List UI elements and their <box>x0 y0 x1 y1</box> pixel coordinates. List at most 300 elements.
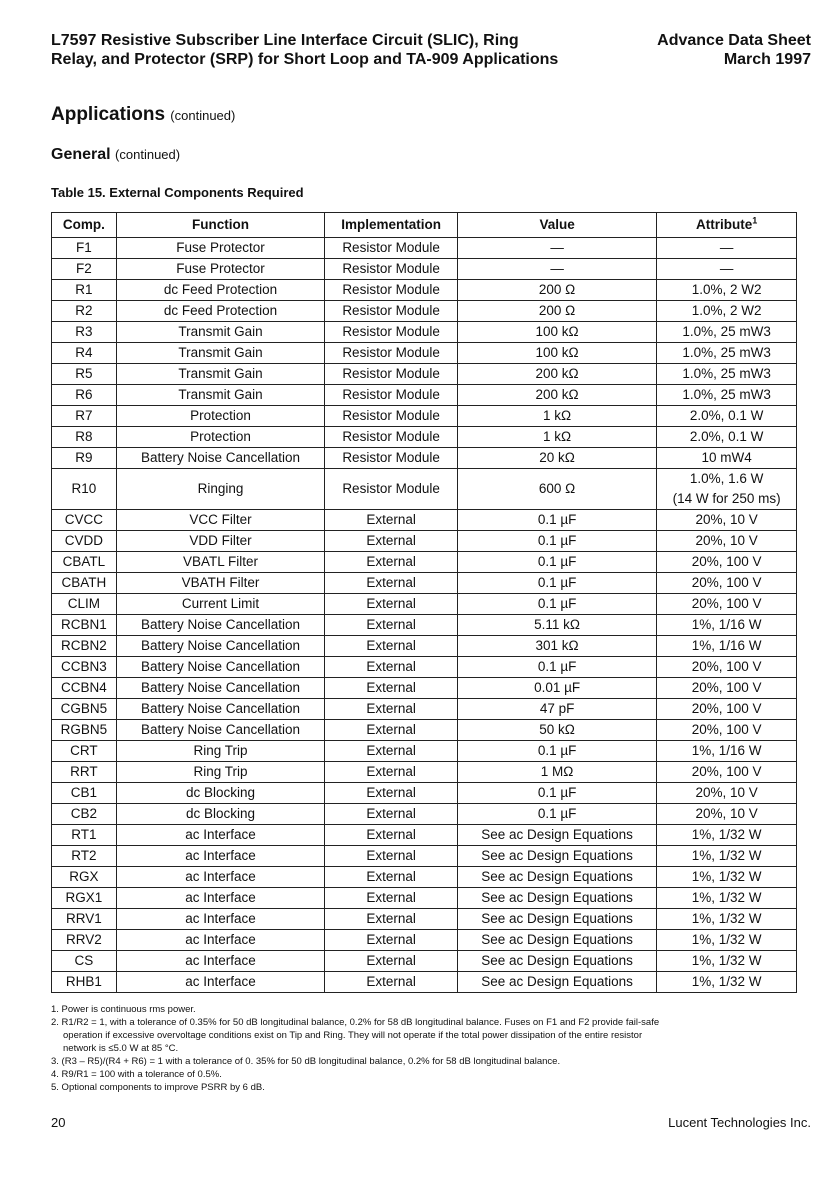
cell-implementation <box>325 636 458 657</box>
cell-attribute <box>657 280 797 301</box>
footer-company: Lucent Technologies Inc. <box>668 1115 811 1130</box>
cell-function <box>116 406 325 427</box>
cell-value <box>457 510 656 531</box>
cell-value-text: See ac Design Equations <box>481 869 633 884</box>
cell-attribute <box>657 762 797 783</box>
cell-comp <box>52 259 117 280</box>
cell-value-text: See ac Design Equations <box>481 974 633 989</box>
cell-value-text: 200 kΩ <box>535 387 579 402</box>
cell-attribute <box>657 846 797 867</box>
cell-comp-text: R6 <box>75 387 93 402</box>
section-heading-note: (continued) <box>170 108 236 123</box>
table-row <box>52 364 797 385</box>
cell-attribute-text: 20%, 100 V <box>691 764 762 779</box>
col-header-comp: Comp. <box>52 213 117 238</box>
cell-comp-text: CB2 <box>70 806 98 821</box>
cell-implementation <box>325 322 458 343</box>
cell-implementation <box>325 301 458 322</box>
cell-value-text: 0.1 µF <box>537 512 577 527</box>
cell-comp <box>52 573 117 594</box>
cell-comp <box>52 636 117 657</box>
table-row <box>52 972 797 993</box>
cell-comp <box>52 594 117 615</box>
cell-value-text: 5.11 kΩ <box>534 617 581 632</box>
cell-value <box>457 678 656 699</box>
table-row <box>52 385 797 406</box>
cell-attribute-text: 1%, 1/32 W <box>691 890 762 905</box>
cell-function-text: dc Feed Protection <box>163 282 278 297</box>
cell-comp <box>52 762 117 783</box>
cell-attribute <box>657 657 797 678</box>
cell-implementation-text: External <box>366 533 416 548</box>
cell-value <box>457 364 656 385</box>
cell-attribute <box>657 238 797 259</box>
subsection-heading <box>51 146 180 164</box>
cell-value-text: 0.1 µF <box>537 806 577 821</box>
cell-function-text: Battery Noise Cancellation <box>140 638 301 653</box>
cell-implementation-text: External <box>366 680 416 695</box>
cell-function <box>116 888 325 909</box>
cell-function <box>116 909 325 930</box>
cell-implementation-text: External <box>366 974 416 989</box>
cell-function <box>116 427 325 448</box>
cell-comp-text: CGBN5 <box>60 701 108 716</box>
cell-attribute <box>657 951 797 972</box>
cell-implementation-text: Resistor Module <box>342 282 440 297</box>
cell-implementation-text: External <box>366 659 416 674</box>
table-row <box>52 930 797 951</box>
cell-attribute-text: 20%, 10 V <box>695 806 758 821</box>
cell-comp-text: R8 <box>75 429 93 444</box>
cell-comp <box>52 280 117 301</box>
cell-implementation-text: External <box>366 911 416 926</box>
doc-type: Advance Data Sheet <box>657 32 811 49</box>
cell-comp <box>52 322 117 343</box>
table-row <box>52 510 797 531</box>
cell-comp-text: RT1 <box>71 827 97 842</box>
table-body <box>52 238 797 993</box>
cell-value <box>457 909 656 930</box>
cell-function <box>116 615 325 636</box>
cell-comp-text: CBATL <box>62 554 106 569</box>
cell-function <box>116 930 325 951</box>
cell-implementation <box>325 720 458 741</box>
cell-value-text: 0.1 µF <box>537 659 577 674</box>
cell-function <box>116 280 325 301</box>
cell-implementation <box>325 699 458 720</box>
cell-implementation <box>325 678 458 699</box>
cell-function-text: VCC Filter <box>189 512 252 527</box>
subsection-heading-note: (continued) <box>115 147 181 162</box>
components-table <box>51 212 797 993</box>
cell-comp-text: RRT <box>70 764 98 779</box>
cell-value-text: 1 MΩ <box>540 764 574 779</box>
cell-comp <box>52 972 117 993</box>
cell-attribute <box>657 322 797 343</box>
cell-comp <box>52 888 117 909</box>
cell-implementation-text: External <box>366 932 416 947</box>
cell-comp-text: RRV2 <box>66 932 102 947</box>
attribute-label: Attribute <box>696 217 753 232</box>
cell-comp <box>52 301 117 322</box>
cell-implementation <box>325 615 458 636</box>
cell-function <box>116 846 325 867</box>
cell-value <box>457 657 656 678</box>
table-row <box>52 594 797 615</box>
cell-implementation-text: External <box>366 806 416 821</box>
cell-comp-text: CLIM <box>67 596 101 611</box>
table-row <box>52 615 797 636</box>
cell-attribute-text: 20%, 100 V <box>691 554 762 569</box>
cell-value-text: — <box>550 261 564 276</box>
table-row <box>52 720 797 741</box>
cell-function-text: VDD Filter <box>189 533 252 548</box>
cell-comp-text: RCBN1 <box>61 617 107 632</box>
cell-attribute <box>657 615 797 636</box>
cell-function <box>116 594 325 615</box>
cell-comp <box>52 531 117 552</box>
cell-comp-text: F1 <box>76 240 92 255</box>
cell-comp <box>52 364 117 385</box>
cell-value <box>457 573 656 594</box>
cell-value-text: See ac Design Equations <box>481 953 633 968</box>
cell-implementation-text: External <box>366 764 416 779</box>
cell-comp-text: RRV1 <box>66 911 102 926</box>
cell-attribute-text: 1%, 1/32 W <box>691 869 762 884</box>
table-row <box>52 657 797 678</box>
table-row <box>52 427 797 448</box>
cell-implementation <box>325 846 458 867</box>
table-row <box>52 301 797 322</box>
cell-value-text: 100 kΩ <box>535 345 579 360</box>
cell-attribute-text: 1%, 1/16 W <box>691 638 762 653</box>
cell-function-text: Current Limit <box>181 596 260 611</box>
table-row <box>52 846 797 867</box>
cell-function-text: Transmit Gain <box>178 345 263 360</box>
table-row <box>52 678 797 699</box>
cell-attribute <box>657 594 797 615</box>
cell-comp <box>52 510 117 531</box>
cell-comp-text: CCBN3 <box>61 659 107 674</box>
cell-function <box>116 385 325 406</box>
cell-implementation <box>325 783 458 804</box>
cell-comp <box>52 552 117 573</box>
cell-implementation-text: External <box>366 638 416 653</box>
table-row <box>52 238 797 259</box>
cell-implementation-text: Resistor Module <box>342 261 440 276</box>
cell-attribute-text: 1%, 1/32 W <box>691 974 762 989</box>
cell-value <box>457 615 656 636</box>
cell-function-text: ac Interface <box>185 827 256 842</box>
cell-value <box>457 280 656 301</box>
cell-comp <box>52 930 117 951</box>
cell-implementation <box>325 552 458 573</box>
table-row <box>52 531 797 552</box>
cell-function <box>116 783 325 804</box>
cell-function <box>116 573 325 594</box>
cell-function <box>116 364 325 385</box>
cell-value <box>457 406 656 427</box>
cell-comp <box>52 406 117 427</box>
cell-attribute <box>657 343 797 364</box>
cell-comp <box>52 825 117 846</box>
cell-attribute-text: 1.0%, 1.6 W <box>689 471 764 486</box>
cell-value <box>457 343 656 364</box>
cell-function-text: VBATL Filter <box>183 554 259 569</box>
cell-comp-text: R4 <box>75 345 93 360</box>
cell-comp <box>52 657 117 678</box>
cell-attribute <box>657 804 797 825</box>
footnote: 4. R9/R1 = 100 with a tolerance of 0.5%. <box>51 1069 222 1080</box>
col-header-implementation: Implementation <box>325 213 458 238</box>
cell-value-text: 0.1 µF <box>537 785 577 800</box>
cell-comp <box>52 720 117 741</box>
section-heading-text: Applications <box>51 104 166 125</box>
cell-comp <box>52 741 117 762</box>
cell-value <box>457 699 656 720</box>
cell-function <box>116 636 325 657</box>
table-row <box>52 469 797 510</box>
cell-implementation <box>325 657 458 678</box>
cell-function <box>116 552 325 573</box>
cell-function-text: Protection <box>190 429 251 444</box>
cell-value <box>457 825 656 846</box>
cell-value <box>457 531 656 552</box>
table-caption: Table 15. External Components Required <box>51 185 304 200</box>
footnote: 2. R1/R2 = 1, with a tolerance of 0.35% for 50 dB longitudinal balance, 0.2% for 58 dB longitudinal balance. Fuses on F1 and F2 provide fail-safe <box>51 1017 660 1028</box>
cell-value-text: 0.1 µF <box>537 743 577 758</box>
table-row <box>52 448 797 469</box>
cell-comp <box>52 469 117 510</box>
cell-comp-text: CS <box>74 953 94 968</box>
cell-implementation-text: Resistor Module <box>342 366 440 381</box>
cell-implementation-text: External <box>366 743 416 758</box>
cell-value-text: See ac Design Equations <box>481 827 633 842</box>
cell-implementation <box>325 427 458 448</box>
cell-attribute <box>657 531 797 552</box>
cell-attribute-text: 1%, 1/32 W <box>691 932 762 947</box>
cell-implementation <box>325 385 458 406</box>
cell-implementation-text: External <box>366 890 416 905</box>
cell-function-text: ac Interface <box>185 953 256 968</box>
cell-attribute <box>657 427 797 448</box>
cell-attribute <box>657 867 797 888</box>
cell-comp-text: RGX1 <box>65 890 103 905</box>
cell-attribute-text: 2.0%, 0.1 W <box>689 429 764 444</box>
cell-value <box>457 636 656 657</box>
footnote-continuation: operation if excessive overvoltage conditions exist on Tip and Ring. They will not operate if the total power dissipation of the entire resistor <box>63 1030 643 1041</box>
cell-value <box>457 448 656 469</box>
footnote: 5. Optional components to improve PSRR by 6 dB. <box>51 1082 265 1093</box>
cell-attribute-text: 20%, 100 V <box>691 701 762 716</box>
cell-value <box>457 301 656 322</box>
cell-implementation-text: Resistor Module <box>342 387 440 402</box>
page-number: 20 <box>51 1115 66 1130</box>
cell-implementation-text: Resistor Module <box>342 345 440 360</box>
cell-value-text: 100 kΩ <box>535 324 579 339</box>
cell-comp-text: RGBN5 <box>60 722 108 737</box>
cell-implementation <box>325 259 458 280</box>
cell-implementation <box>325 448 458 469</box>
cell-function-text: Fuse Protector <box>176 261 265 276</box>
cell-value <box>457 259 656 280</box>
cell-implementation <box>325 867 458 888</box>
table-row <box>52 804 797 825</box>
cell-value <box>457 741 656 762</box>
cell-function-text: ac Interface <box>185 890 256 905</box>
cell-implementation <box>325 951 458 972</box>
cell-value-text: 200 kΩ <box>535 366 579 381</box>
cell-implementation-text: External <box>366 953 416 968</box>
cell-function-text: Battery Noise Cancellation <box>140 680 301 695</box>
cell-implementation <box>325 825 458 846</box>
cell-implementation-text: External <box>366 575 416 590</box>
cell-implementation <box>325 238 458 259</box>
table-row <box>52 406 797 427</box>
cell-attribute-text: — <box>719 240 734 255</box>
cell-comp-text: RCBN2 <box>61 638 107 653</box>
cell-function-text: Transmit Gain <box>178 324 263 339</box>
cell-function-text: Battery Noise Cancellation <box>140 701 301 716</box>
table-row <box>52 909 797 930</box>
cell-function <box>116 951 325 972</box>
cell-implementation-text: Resistor Module <box>342 303 440 318</box>
cell-value <box>457 469 656 510</box>
cell-attribute-text: 1.0%, 25 mW3 <box>682 387 771 402</box>
cell-attribute <box>657 636 797 657</box>
cell-comp-text: R5 <box>75 366 93 381</box>
cell-comp <box>52 867 117 888</box>
cell-attribute <box>657 573 797 594</box>
cell-attribute <box>657 301 797 322</box>
cell-implementation <box>325 573 458 594</box>
cell-implementation-text: Resistor Module <box>342 408 440 423</box>
cell-attribute-text: 1%, 1/16 W <box>691 617 762 632</box>
cell-comp <box>52 343 117 364</box>
cell-function-text: Battery Noise Cancellation <box>140 722 301 737</box>
cell-function-text: ac Interface <box>185 848 256 863</box>
cell-value-text: 1 kΩ <box>543 429 572 444</box>
cell-function <box>116 741 325 762</box>
cell-value <box>457 762 656 783</box>
table-row <box>52 343 797 364</box>
cell-attribute-text: 20%, 10 V <box>695 512 758 527</box>
cell-value-text: See ac Design Equations <box>481 848 633 863</box>
cell-implementation <box>325 343 458 364</box>
cell-attribute-text: 1.0%, 25 mW3 <box>682 366 771 381</box>
cell-function <box>116 301 325 322</box>
cell-implementation-text: External <box>366 848 416 863</box>
cell-value <box>457 322 656 343</box>
cell-comp <box>52 909 117 930</box>
table-row <box>52 552 797 573</box>
cell-comp-text: R1 <box>75 282 93 297</box>
section-heading <box>51 104 235 126</box>
cell-value-text: 0.1 µF <box>537 533 577 548</box>
cell-implementation <box>325 364 458 385</box>
cell-comp <box>52 678 117 699</box>
cell-value-text: 47 pF <box>539 701 575 716</box>
cell-comp <box>52 804 117 825</box>
cell-attribute-text: 1.0%, 25 mW3 <box>682 324 771 339</box>
table-row <box>52 825 797 846</box>
cell-function <box>116 531 325 552</box>
cell-attribute <box>657 909 797 930</box>
cell-implementation-text: Resistor Module <box>342 324 440 339</box>
cell-attribute <box>657 469 797 510</box>
cell-attribute-text: 2.0%, 0.1 W <box>689 408 764 423</box>
title-line-2: Relay, and Protector (SRP) for Short Loop and TA-909 Applications <box>51 51 559 68</box>
cell-function-text: Battery Noise Cancellation <box>140 450 301 465</box>
cell-implementation <box>325 804 458 825</box>
cell-function <box>116 804 325 825</box>
table-row <box>52 783 797 804</box>
subsection-heading-text: General <box>51 146 111 163</box>
cell-attribute-text: 20%, 10 V <box>695 533 758 548</box>
cell-value-text: 200 Ω <box>538 282 576 297</box>
cell-function-text: ac Interface <box>185 932 256 947</box>
cell-attribute <box>657 259 797 280</box>
table-row <box>52 636 797 657</box>
document-title <box>51 31 558 69</box>
cell-attribute <box>657 888 797 909</box>
cell-attribute-text: 1.0%, 2 W2 <box>691 303 762 318</box>
table-row <box>52 259 797 280</box>
cell-function <box>116 448 325 469</box>
cell-comp-text: R9 <box>75 450 93 465</box>
cell-implementation <box>325 972 458 993</box>
cell-function <box>116 720 325 741</box>
cell-attribute <box>657 364 797 385</box>
cell-value-text: 20 kΩ <box>539 450 575 465</box>
cell-attribute <box>657 825 797 846</box>
cell-implementation-text: External <box>366 554 416 569</box>
cell-value <box>457 846 656 867</box>
cell-function <box>116 825 325 846</box>
cell-function <box>116 238 325 259</box>
cell-value-text: See ac Design Equations <box>481 911 633 926</box>
table-row <box>52 762 797 783</box>
cell-implementation <box>325 280 458 301</box>
cell-implementation-text: Resistor Module <box>342 429 440 444</box>
cell-implementation <box>325 762 458 783</box>
table-row <box>52 322 797 343</box>
cell-comp <box>52 783 117 804</box>
cell-comp-text: F2 <box>76 261 92 276</box>
cell-function-text: Ringing <box>197 481 244 496</box>
cell-function <box>116 699 325 720</box>
cell-function <box>116 972 325 993</box>
cell-function <box>116 678 325 699</box>
cell-attribute <box>657 552 797 573</box>
cell-comp <box>52 448 117 469</box>
col-header-attribute <box>657 213 797 238</box>
cell-function-text: Battery Noise Cancellation <box>140 659 301 674</box>
cell-function <box>116 867 325 888</box>
cell-attribute-note: (14 W for 250 ms) <box>672 491 781 506</box>
cell-attribute-text: 10 mW4 <box>701 450 752 465</box>
table-row <box>52 888 797 909</box>
cell-comp-text: R3 <box>75 324 93 339</box>
cell-implementation-text: Resistor Module <box>342 450 440 465</box>
cell-value-text: See ac Design Equations <box>481 890 633 905</box>
col-header-value: Value <box>457 213 656 238</box>
footnote-continuation: network is ≤5.0 W at 85 °C. <box>63 1043 179 1054</box>
document-meta <box>657 31 811 69</box>
cell-value <box>457 930 656 951</box>
cell-attribute-text: 1.0%, 25 mW3 <box>682 345 771 360</box>
cell-comp <box>52 951 117 972</box>
